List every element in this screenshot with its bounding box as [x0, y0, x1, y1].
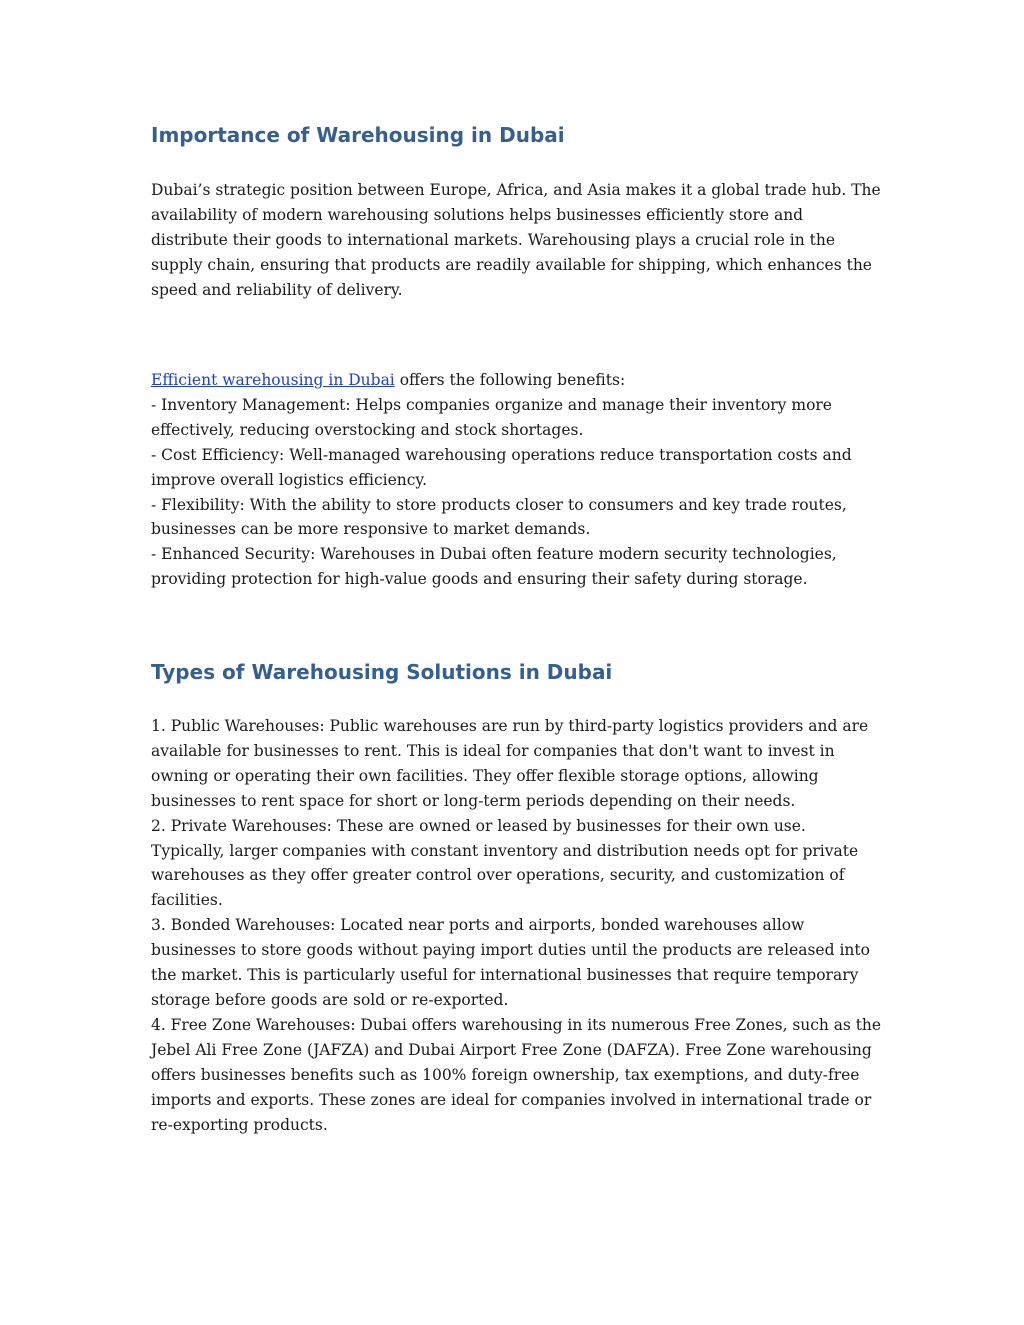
benefits-intro-line — [151, 368, 881, 393]
benefit-line: effectively, reducing overstocking and stock shortages. — [151, 420, 584, 439]
benefit-line: - Enhanced Security: Warehouses in Dubai often feature modern security technologies, — [151, 545, 837, 564]
types-line: the market. This is particularly useful for international businesses that require temporary — [151, 966, 859, 985]
types-line: 2. Private Warehouses: These are owned or leased by businesses for their own use. — [151, 816, 806, 835]
benefit-line: businesses can be more responsive to market demands. — [151, 520, 591, 539]
benefit-line: - Inventory Management: Helps companies organize and manage their inventory more — [151, 395, 832, 414]
paragraph-line: speed and reliability of delivery. — [151, 280, 403, 299]
types-line: businesses to rent space for short or long-term periods depending on their needs. — [151, 791, 796, 810]
paragraph-line: Dubai’s strategic position between Europe, Africa, and Asia makes it a global trade hub. The — [151, 181, 881, 199]
paragraph-line: supply chain, ensuring that products are readily available for shipping, which enhances the — [151, 255, 872, 274]
types-line: businesses to store goods without paying import duties until the products are released into — [151, 941, 870, 960]
paragraph-line: availability of modern warehousing solutions helps businesses efficiently store and — [151, 205, 804, 224]
section-heading-types: Types of Warehousing Solutions in Dubai — [151, 660, 613, 684]
types-line: available for businesses to rent. This is ideal for companies that don't want to invest in — [151, 741, 835, 760]
types-line: imports and exports. These zones are ideal for companies involved in international trade or — [151, 1090, 872, 1109]
types-line: facilities. — [151, 891, 223, 910]
types-line: owning or operating their own facilities. They offer flexible storage options, allowing — [151, 766, 819, 785]
types-line: offers businesses benefits such as 100% foreign ownership, tax exemptions, and duty-free — [151, 1065, 860, 1084]
types-line: warehouses as they offer greater control over operations, security, and customization of — [151, 866, 845, 885]
paragraph-line: distribute their goods to international markets. Warehousing plays a crucial role in the — [151, 230, 836, 249]
types-line: storage before goods are sold or re-exported. — [151, 990, 509, 1009]
types-line: 3. Bonded Warehouses: Located near ports and airports, bonded warehouses allow — [151, 916, 805, 935]
types-line: Jebel Ali Free Zone (JAFZA) and Dubai Airport Free Zone (DAFZA). Free Zone warehousing — [151, 1040, 872, 1059]
section-heading-importance: Importance of Warehousing in Dubai — [151, 123, 565, 147]
benefit-line: improve overall logistics efficiency. — [151, 470, 428, 489]
types-line: 4. Free Zone Warehouses: Dubai offers warehousing in its numerous Free Zones, such as the — [151, 1015, 882, 1034]
benefits-intro-text: offers the following benefits: — [394, 371, 626, 389]
types-line: 1. Public Warehouses: Public warehouses are run by third-party logistics providers and are — [151, 717, 869, 735]
benefits-paragraph — [151, 368, 881, 592]
types-line: re-exporting products. — [151, 1115, 328, 1134]
benefit-line: providing protection for high-value goods and ensuring their safety during storage. — [151, 570, 808, 589]
efficient-warehousing-link[interactable]: Efficient warehousing in Dubai — [151, 371, 395, 389]
types-paragraph — [151, 714, 881, 1137]
importance-paragraph — [151, 178, 881, 303]
types-line: Typically, larger companies with constant inventory and distribution needs opt for private — [151, 841, 859, 860]
benefit-line: - Flexibility: With the ability to store products closer to consumers and key trade routes, — [151, 495, 847, 514]
benefit-line: - Cost Efficiency: Well-managed warehousing operations reduce transportation costs and — [151, 445, 852, 464]
